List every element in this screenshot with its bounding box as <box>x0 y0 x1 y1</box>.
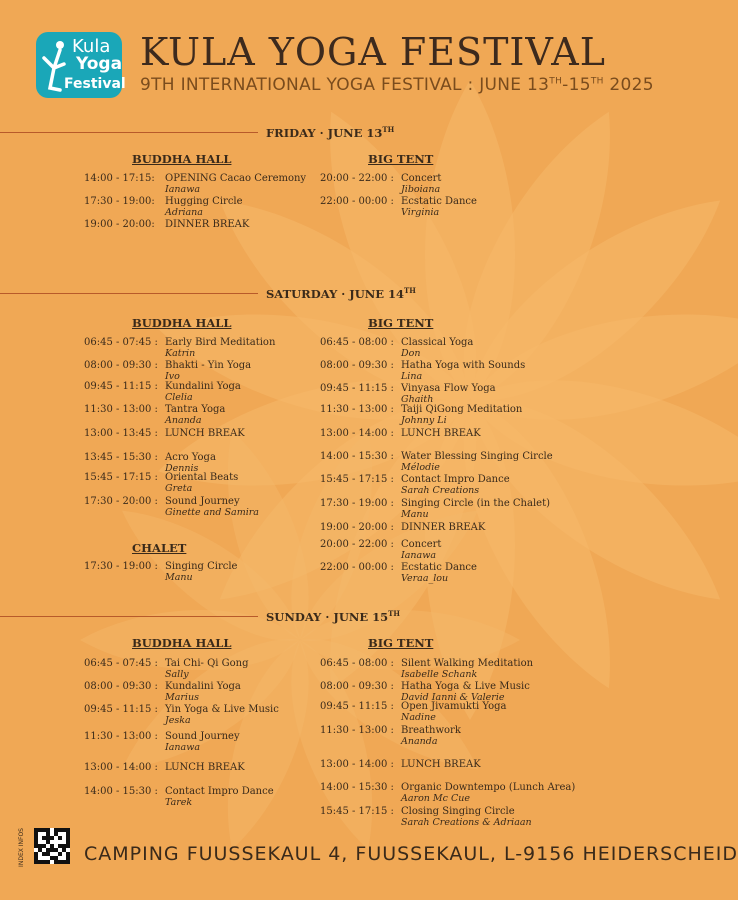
session-time: 09:45 - 11:15 : <box>84 704 158 715</box>
session-teacher: Sarah Creations <box>401 485 480 496</box>
session-activity: Open Jivamukti Yoga <box>401 701 507 712</box>
day-heading: SATURDAY · JUNE 14TH <box>266 286 416 301</box>
session-activity: Silent Walking Meditation <box>401 658 534 669</box>
session-time: 15:45 - 17:15 : <box>320 474 394 485</box>
session-activity: OPENING Cacao Ceremony <box>165 173 307 184</box>
session-time: 08:00 - 09:30 : <box>320 360 394 371</box>
session-time: 17:30 - 19:00 : <box>320 498 394 509</box>
session-time: 20:00 - 22:00 : <box>320 173 394 184</box>
session-time: 13:00 - 14:00 : <box>320 428 394 439</box>
session-time: 06:45 - 07:45 : <box>84 337 158 348</box>
session-teacher: Ianawa <box>165 742 200 753</box>
session-time: 14:00 - 15:30 : <box>320 782 394 793</box>
session-teacher: Ianawa <box>165 184 200 195</box>
day-divider <box>0 616 258 617</box>
session-activity: Organic Downtempo (Lunch Area) <box>401 782 576 793</box>
session-time: 06:45 - 08:00 : <box>320 658 394 669</box>
session-time: 11:30 - 13:00 : <box>84 404 158 415</box>
session-teacher: Jeska <box>165 715 191 726</box>
session-activity: Hatha Yoga with Sounds <box>401 360 526 371</box>
session-time: 14:00 - 15:30 : <box>320 451 394 462</box>
session-time: 22:00 - 00:00 : <box>320 196 394 207</box>
session-activity: DINNER BREAK <box>165 219 250 230</box>
session-activity: Hugging Circle <box>165 196 243 207</box>
session-teacher: Ghaith <box>401 394 434 405</box>
session-teacher: Ginette and Samira <box>165 507 259 518</box>
session-activity: Kundalini Yoga <box>165 381 241 392</box>
logo-text-kula: Kula <box>72 36 111 57</box>
session-activity: Contact Impro Dance <box>401 474 510 485</box>
session-teacher: Mélodie <box>401 462 440 473</box>
session-time: 14:00 - 17:15: <box>84 173 155 184</box>
session-time: 20:00 - 22:00 : <box>320 539 394 550</box>
session-time: 17:30 - 19:00 : <box>84 561 158 572</box>
festival-logo <box>36 32 126 98</box>
session-time: 22:00 - 00:00 : <box>320 562 394 573</box>
session-activity: Tai Chi- Qi Gong <box>165 658 249 669</box>
session-time: 13:00 - 14:00 : <box>84 762 158 773</box>
venue-heading-chalet: CHALET <box>132 541 187 555</box>
session-teacher: Ananda <box>165 415 202 426</box>
session-activity: LUNCH BREAK <box>401 759 481 770</box>
session-time: 11:30 - 13:00 : <box>84 731 158 742</box>
venue-heading-big-tent: BIG TENT <box>368 316 434 330</box>
session-teacher: Ianawa <box>401 550 436 561</box>
session-activity: Tantra Yoga <box>165 404 226 415</box>
session-time: 19:00 - 20:00: <box>84 219 155 230</box>
day-heading: FRIDAY · JUNE 13TH <box>266 125 395 140</box>
logo-text-yoga: Yoga <box>76 54 123 74</box>
session-time: 09:45 - 11:15 : <box>320 701 394 712</box>
session-time: 08:00 - 09:30 : <box>84 360 158 371</box>
qr-code[interactable] <box>34 828 70 864</box>
session-time: 13:00 - 13:45 : <box>84 428 158 439</box>
logo-text-festival: Festival <box>64 76 126 92</box>
session-teacher: Jiboiana <box>401 184 441 195</box>
session-teacher: Marius <box>165 692 199 703</box>
session-activity: Ecstatic Dance <box>401 562 477 573</box>
session-time: 15:45 - 17:15 : <box>320 806 394 817</box>
venue-heading-big-tent: BIG TENT <box>368 636 434 650</box>
session-activity: Sound Journey <box>165 731 240 742</box>
session-time: 15:45 - 17:15 : <box>84 472 158 483</box>
session-time: 06:45 - 08:00 : <box>320 337 394 348</box>
session-activity: Concert <box>401 173 442 184</box>
venue-address: CAMPING FUUSSEKAUL 4, FUUSSEKAUL, L-9156 HEIDERSCHEID <box>84 843 738 865</box>
day-divider <box>0 293 258 294</box>
session-time: 17:30 - 20:00 : <box>84 496 158 507</box>
session-teacher: Manu <box>165 572 193 583</box>
session-activity: Contact Impro Dance <box>165 786 274 797</box>
session-activity: Singing Circle (in the Chalet) <box>401 498 550 509</box>
session-activity: Breathwork <box>401 725 461 736</box>
session-teacher: Don <box>401 348 421 359</box>
session-activity: Closing Singing Circle <box>401 806 515 817</box>
session-activity: Acro Yoga <box>165 452 216 463</box>
page-subtitle: 9TH INTERNATIONAL YOGA FESTIVAL : JUNE 13TH-15TH 2025 <box>140 75 654 95</box>
session-teacher: Clelia <box>165 392 193 403</box>
session-activity: Early Bird Meditation <box>165 337 276 348</box>
session-activity: Oriental Beats <box>165 472 239 483</box>
session-time: 17:30 - 19:00: <box>84 196 155 207</box>
session-time: 08:00 - 09:30 : <box>320 681 394 692</box>
session-teacher: David Ianni & Valerie <box>401 692 505 703</box>
session-time: 13:45 - 15:30 : <box>84 452 158 463</box>
session-teacher: Ivo <box>165 371 180 382</box>
session-activity: Ecstatic Dance <box>401 196 477 207</box>
venue-heading-big-tent: BIG TENT <box>368 152 434 166</box>
session-activity: LUNCH BREAK <box>401 428 481 439</box>
venue-heading-buddha-hall: BUDDHA HALL <box>132 316 232 330</box>
session-teacher: Ananda <box>401 736 438 747</box>
session-time: 08:00 - 09:30 : <box>84 681 158 692</box>
page-title: KULA YOGA FESTIVAL <box>140 30 606 74</box>
session-teacher: Nadine <box>401 712 436 723</box>
session-teacher: Sally <box>165 669 189 680</box>
session-activity: LUNCH BREAK <box>165 428 245 439</box>
session-time: 14:00 - 15:30 : <box>84 786 158 797</box>
session-teacher: Tarek <box>165 797 193 808</box>
session-teacher: Aaron Mc Cue <box>401 793 471 804</box>
session-time: 09:45 - 11:15 : <box>84 381 158 392</box>
session-time: 09:45 - 11:15 : <box>320 383 394 394</box>
session-time: 11:30 - 13:00 : <box>320 404 394 415</box>
session-activity: Sound Journey <box>165 496 240 507</box>
session-activity: Water Blessing Singing Circle <box>401 451 553 462</box>
session-teacher: Katrin <box>165 348 196 359</box>
qr-label: INDEX INFOS <box>18 828 25 867</box>
venue-heading-buddha-hall: BUDDHA HALL <box>132 152 232 166</box>
session-activity: Yin Yoga & Live Music <box>165 704 279 715</box>
session-activity: Bhakti - Yin Yoga <box>165 360 252 371</box>
venue-heading-buddha-hall: BUDDHA HALL <box>132 636 232 650</box>
session-time: 19:00 - 20:00 : <box>320 522 394 533</box>
day-divider <box>0 132 258 133</box>
session-activity: Concert <box>401 539 442 550</box>
session-activity: Singing Circle <box>165 561 238 572</box>
session-time: 06:45 - 07:45 : <box>84 658 158 669</box>
session-teacher: Manu <box>401 509 429 520</box>
session-activity: Kundalini Yoga <box>165 681 241 692</box>
session-activity: DINNER BREAK <box>401 522 486 533</box>
session-teacher: Greta <box>165 483 193 494</box>
day-heading: SUNDAY · JUNE 15TH <box>266 609 400 624</box>
session-teacher: Johnny Li <box>401 415 447 426</box>
session-teacher: Virginia <box>401 207 440 218</box>
session-activity: Classical Yoga <box>401 337 474 348</box>
session-activity: Hatha Yoga & Live Music <box>401 681 530 692</box>
session-activity: Vinyasa Flow Yoga <box>401 383 496 394</box>
session-teacher: Sarah Creations & Adriaan <box>401 817 532 828</box>
session-activity: Taiji QiGong Meditation <box>401 404 523 415</box>
session-teacher: Isabelle Schank <box>401 669 478 680</box>
session-activity: LUNCH BREAK <box>165 762 245 773</box>
session-time: 11:30 - 13:00 : <box>320 725 394 736</box>
session-time: 13:00 - 14:00 : <box>320 759 394 770</box>
session-teacher: Lina <box>401 371 423 382</box>
session-teacher: Dennis <box>165 463 199 474</box>
session-teacher: Adriana <box>165 207 203 218</box>
session-teacher: Veraa_lou <box>401 573 449 584</box>
